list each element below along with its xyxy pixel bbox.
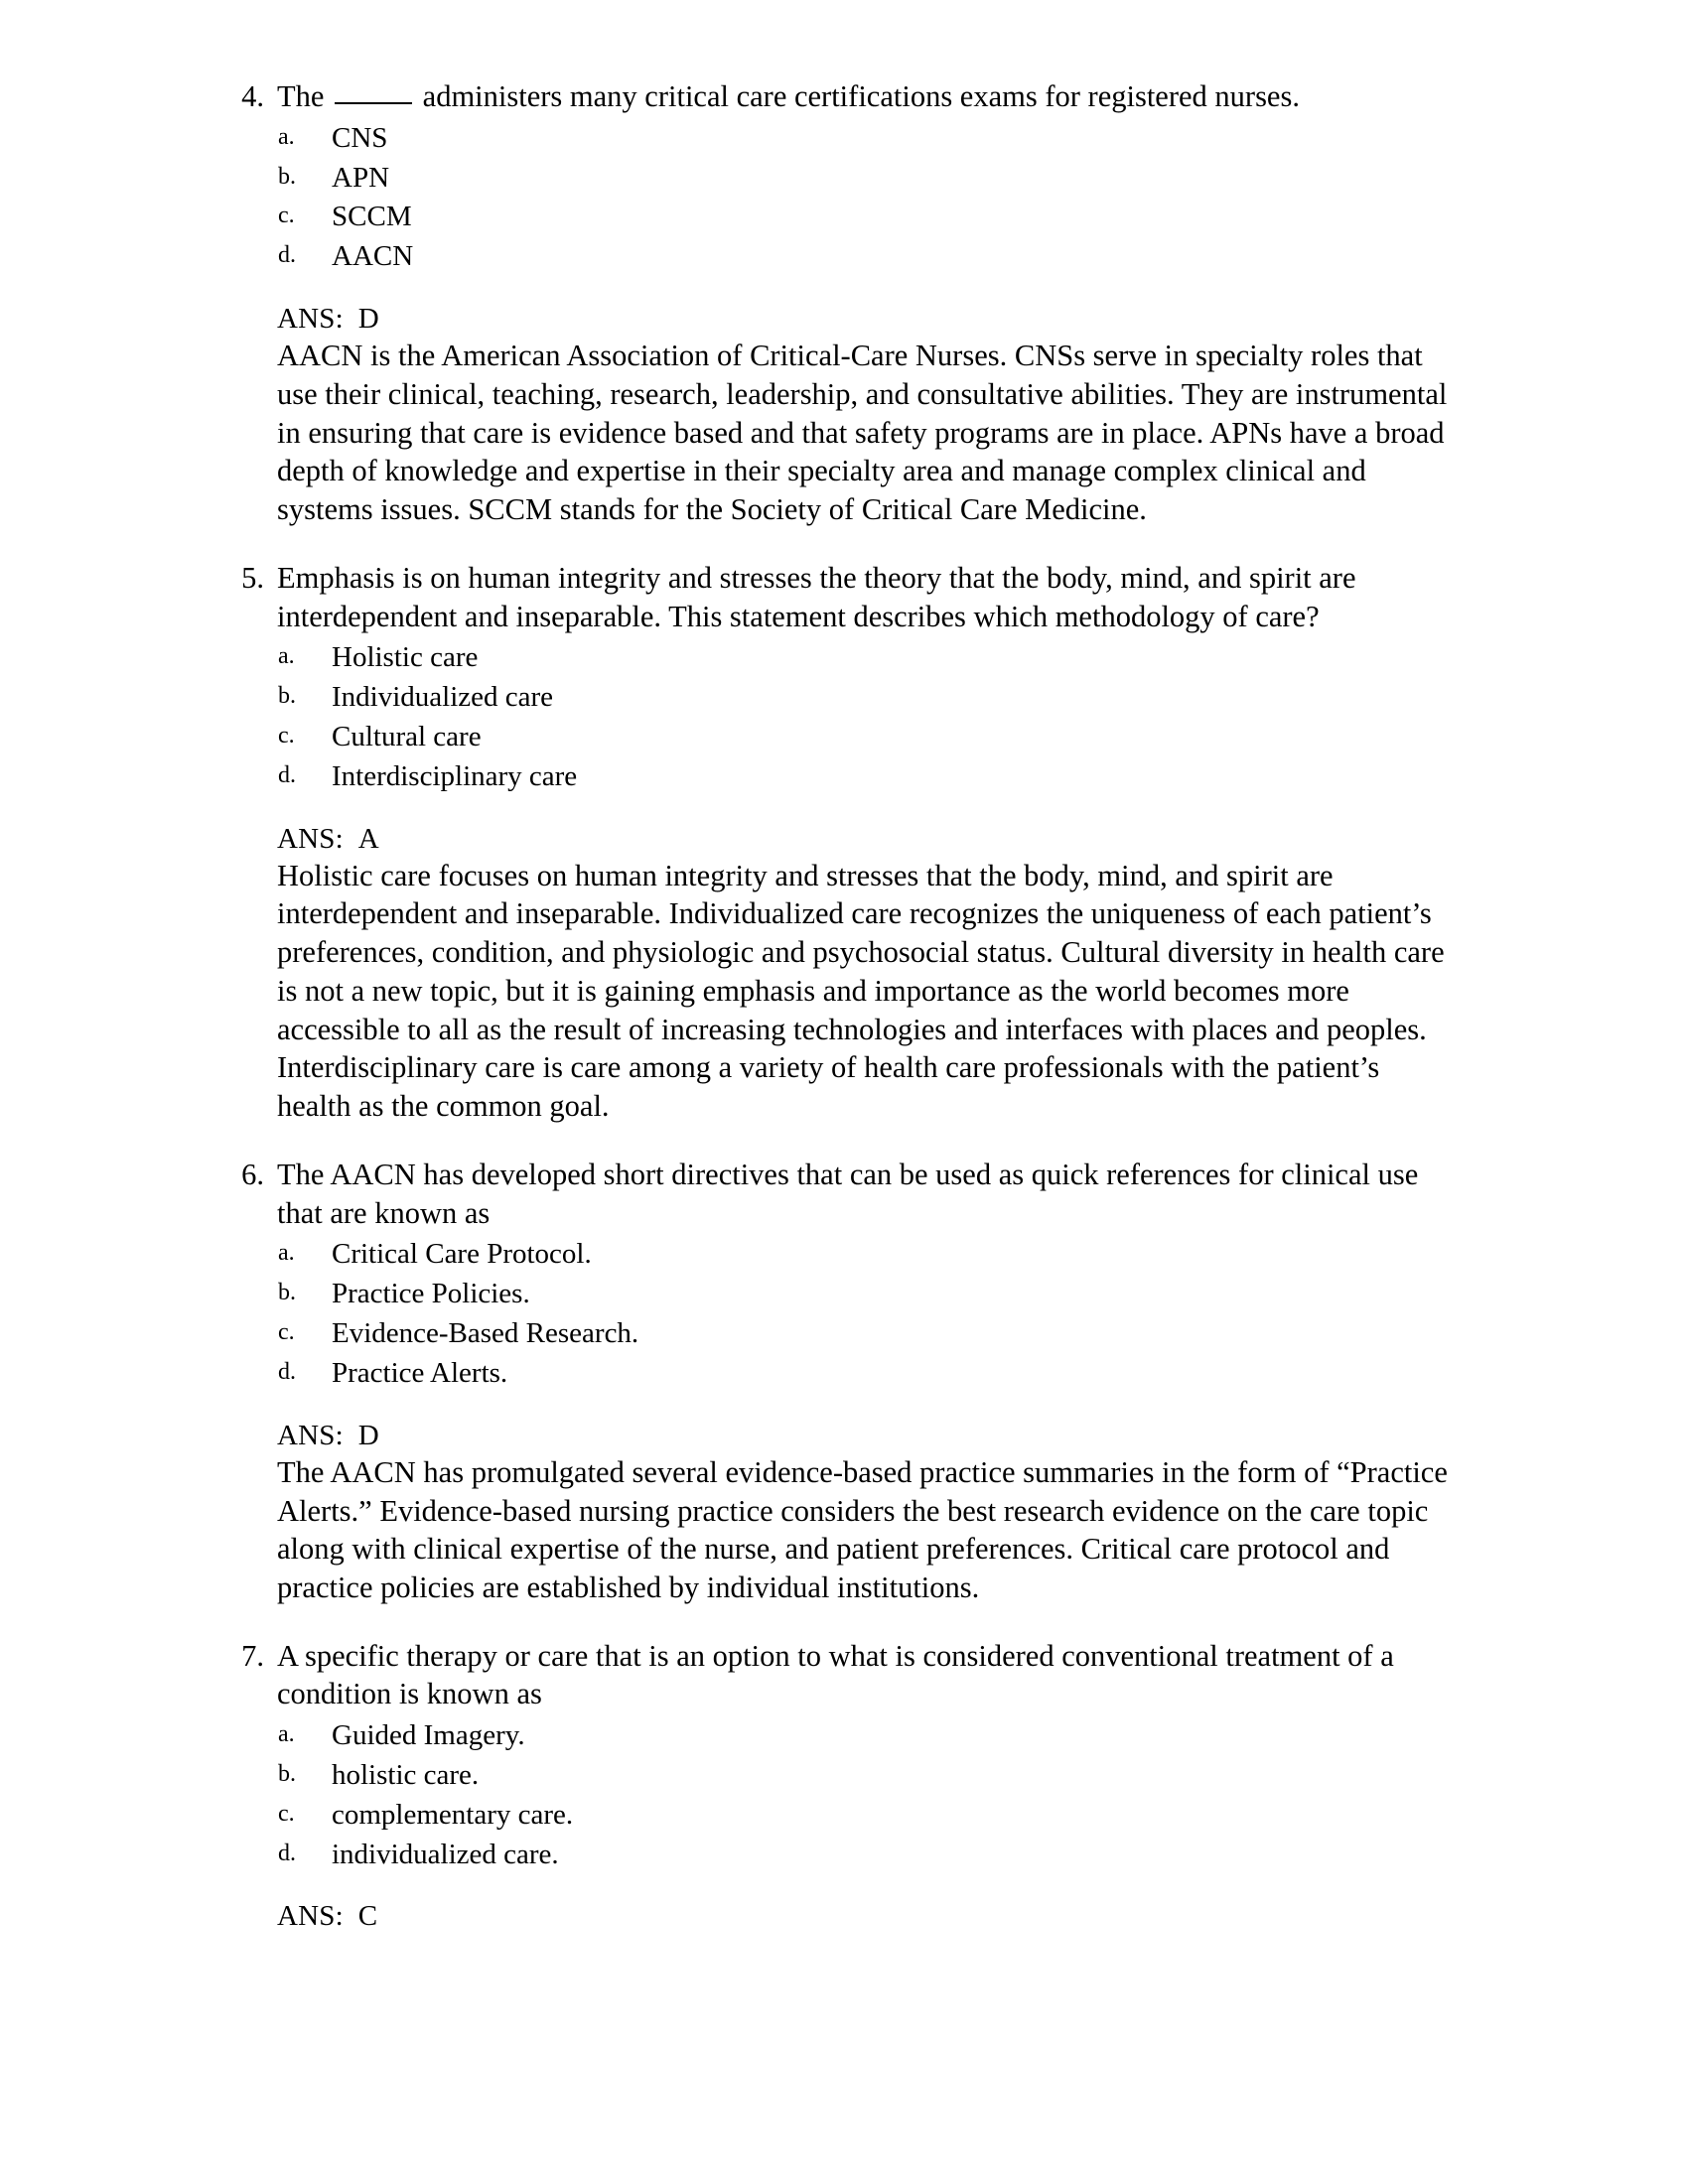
answer-value: C bbox=[357, 1900, 378, 1933]
option-letter: a. bbox=[278, 1721, 295, 1748]
option-label: Interdisciplinary care bbox=[332, 759, 578, 792]
option-item[interactable] bbox=[222, 1838, 1454, 1872]
option-label: Practice Policies. bbox=[332, 1278, 530, 1310]
question-block bbox=[222, 1637, 1454, 1935]
option-letter: b. bbox=[278, 1761, 296, 1787]
question-text: Emphasis is on human integrity and stresses the theory that the body, mind, and spirit are interdependent and inseparable. This statement describes which methodology of care? bbox=[277, 560, 1356, 633]
option-label: Holistic care bbox=[332, 641, 479, 674]
question-stem bbox=[222, 1156, 1454, 1232]
rationale-text: AACN is the American Association of Critical-Care Nurses. CNSs serve in specialty roles that use their clinical, teaching, research, leadership, and consultative abilities. They are instrumental in ensuring that care is evidence based and that safety programs are in place. APNs have a broad depth of knowledge and expertise in their specialty area and manage complex clinical and systems issues. SCCM stands for the Society of Critical Care Medicine. bbox=[277, 339, 1448, 527]
option-label: individualized care. bbox=[332, 1838, 559, 1870]
option-label: holistic care. bbox=[332, 1759, 480, 1791]
options-list bbox=[222, 1237, 1454, 1390]
option-item[interactable] bbox=[222, 640, 1454, 675]
question-stem bbox=[222, 77, 1454, 116]
option-label: Critical Care Protocol. bbox=[332, 1238, 592, 1271]
question-block bbox=[222, 77, 1454, 529]
answer-label: ANS: bbox=[277, 302, 344, 335]
option-item[interactable] bbox=[222, 1758, 1454, 1793]
option-label: Individualized care bbox=[332, 681, 554, 714]
option-item[interactable] bbox=[222, 1316, 1454, 1351]
option-item[interactable] bbox=[222, 1237, 1454, 1272]
question-text bbox=[277, 77, 1454, 116]
option-item[interactable] bbox=[222, 121, 1454, 156]
options-list bbox=[222, 121, 1454, 274]
option-item[interactable] bbox=[222, 720, 1454, 754]
option-item[interactable] bbox=[222, 1718, 1454, 1753]
option-letter: c. bbox=[278, 203, 295, 229]
options-list bbox=[222, 640, 1454, 793]
question-text-before-blank: The bbox=[277, 79, 333, 113]
answer-block bbox=[222, 1418, 1454, 1607]
rationale-text: Holistic care focuses on human integrity and stresses that the body, mind, and spirit are interdependent and inseparable. Individualized care recognizes the uniqueness of each patient’s preferences, condition, and physiologic and psychosocial status. Cultural diversity in health care is not a new topic, but it is gaining emphasis and importance as the world becomes more accessible to all as the result of increasing technologies and interfaces with places and peoples. Interdisciplinary care is care among a variety of health care professionals with the patient’s health as the common goal. bbox=[277, 858, 1445, 1124]
answer-value: D bbox=[357, 302, 379, 335]
option-item[interactable] bbox=[222, 1356, 1454, 1391]
option-item[interactable] bbox=[222, 1798, 1454, 1833]
option-label: Practice Alerts. bbox=[332, 1356, 508, 1389]
rationale-text: The AACN has promulgated several evidence-based practice summaries in the form of “Practice Alerts.” Evidence-based nursing practice considers the best research evidence on the care topic along with clinical expertise of the nurse, and patient preferences. Critical care protocol and practice policies are established by individual institutions. bbox=[277, 1454, 1448, 1604]
question-number: 6. bbox=[241, 1157, 264, 1191]
question-number: 7. bbox=[241, 1638, 264, 1673]
option-letter: b. bbox=[278, 163, 296, 190]
question-number: 5. bbox=[241, 560, 264, 595]
option-letter: c. bbox=[278, 1800, 295, 1827]
question-block bbox=[222, 1156, 1454, 1607]
question-stem bbox=[222, 1637, 1454, 1713]
question-stem bbox=[222, 559, 1454, 635]
answer-line bbox=[277, 821, 1454, 857]
option-item[interactable] bbox=[222, 200, 1454, 234]
answer-line bbox=[277, 301, 1454, 337]
option-letter: d. bbox=[278, 1840, 296, 1866]
answer-line bbox=[277, 1898, 1454, 1934]
option-label: SCCM bbox=[332, 201, 412, 233]
option-letter: d. bbox=[278, 1358, 296, 1385]
question-number: 4. bbox=[241, 79, 264, 113]
answer-label: ANS: bbox=[277, 1419, 344, 1451]
option-label: AACN bbox=[332, 240, 414, 273]
option-letter: d. bbox=[278, 242, 296, 269]
answer-block bbox=[222, 1898, 1454, 1934]
question-text: A specific therapy or care that is an option to what is considered conventional treatment of a condition is known as bbox=[277, 1638, 1394, 1711]
option-item[interactable] bbox=[222, 239, 1454, 274]
option-item[interactable] bbox=[222, 680, 1454, 715]
answer-label: ANS: bbox=[277, 1900, 344, 1933]
question-text: The AACN has developed short directives that can be used as quick references for clinical use that are known as bbox=[277, 1157, 1419, 1230]
question-text-after-blank: administers many critical care certifications exams for registered nurses. bbox=[415, 79, 1300, 113]
answer-block bbox=[222, 301, 1454, 529]
option-letter: a. bbox=[278, 1240, 295, 1267]
option-label: Guided Imagery. bbox=[332, 1719, 525, 1752]
answer-line bbox=[277, 1418, 1454, 1453]
option-letter: a. bbox=[278, 643, 295, 670]
option-label: APN bbox=[332, 161, 390, 194]
option-letter: c. bbox=[278, 722, 295, 749]
option-letter: b. bbox=[278, 1280, 296, 1306]
option-label: Cultural care bbox=[332, 720, 482, 752]
option-label: CNS bbox=[332, 121, 388, 154]
option-letter: c. bbox=[278, 1318, 295, 1345]
option-label: Evidence-Based Research. bbox=[332, 1316, 639, 1349]
fill-in-blank-rule bbox=[335, 102, 412, 104]
options-list bbox=[222, 1718, 1454, 1871]
answer-block bbox=[222, 821, 1454, 1126]
option-letter: b. bbox=[278, 683, 296, 710]
option-item[interactable] bbox=[222, 161, 1454, 196]
option-label: complementary care. bbox=[332, 1798, 574, 1831]
question-block bbox=[222, 559, 1454, 1126]
option-letter: d. bbox=[278, 761, 296, 788]
option-item[interactable] bbox=[222, 1277, 1454, 1311]
option-letter: a. bbox=[278, 123, 295, 150]
answer-value: A bbox=[357, 822, 379, 855]
page-content bbox=[222, 77, 1454, 1935]
option-item[interactable] bbox=[222, 759, 1454, 794]
answer-label: ANS: bbox=[277, 822, 344, 855]
answer-value: D bbox=[357, 1419, 379, 1451]
